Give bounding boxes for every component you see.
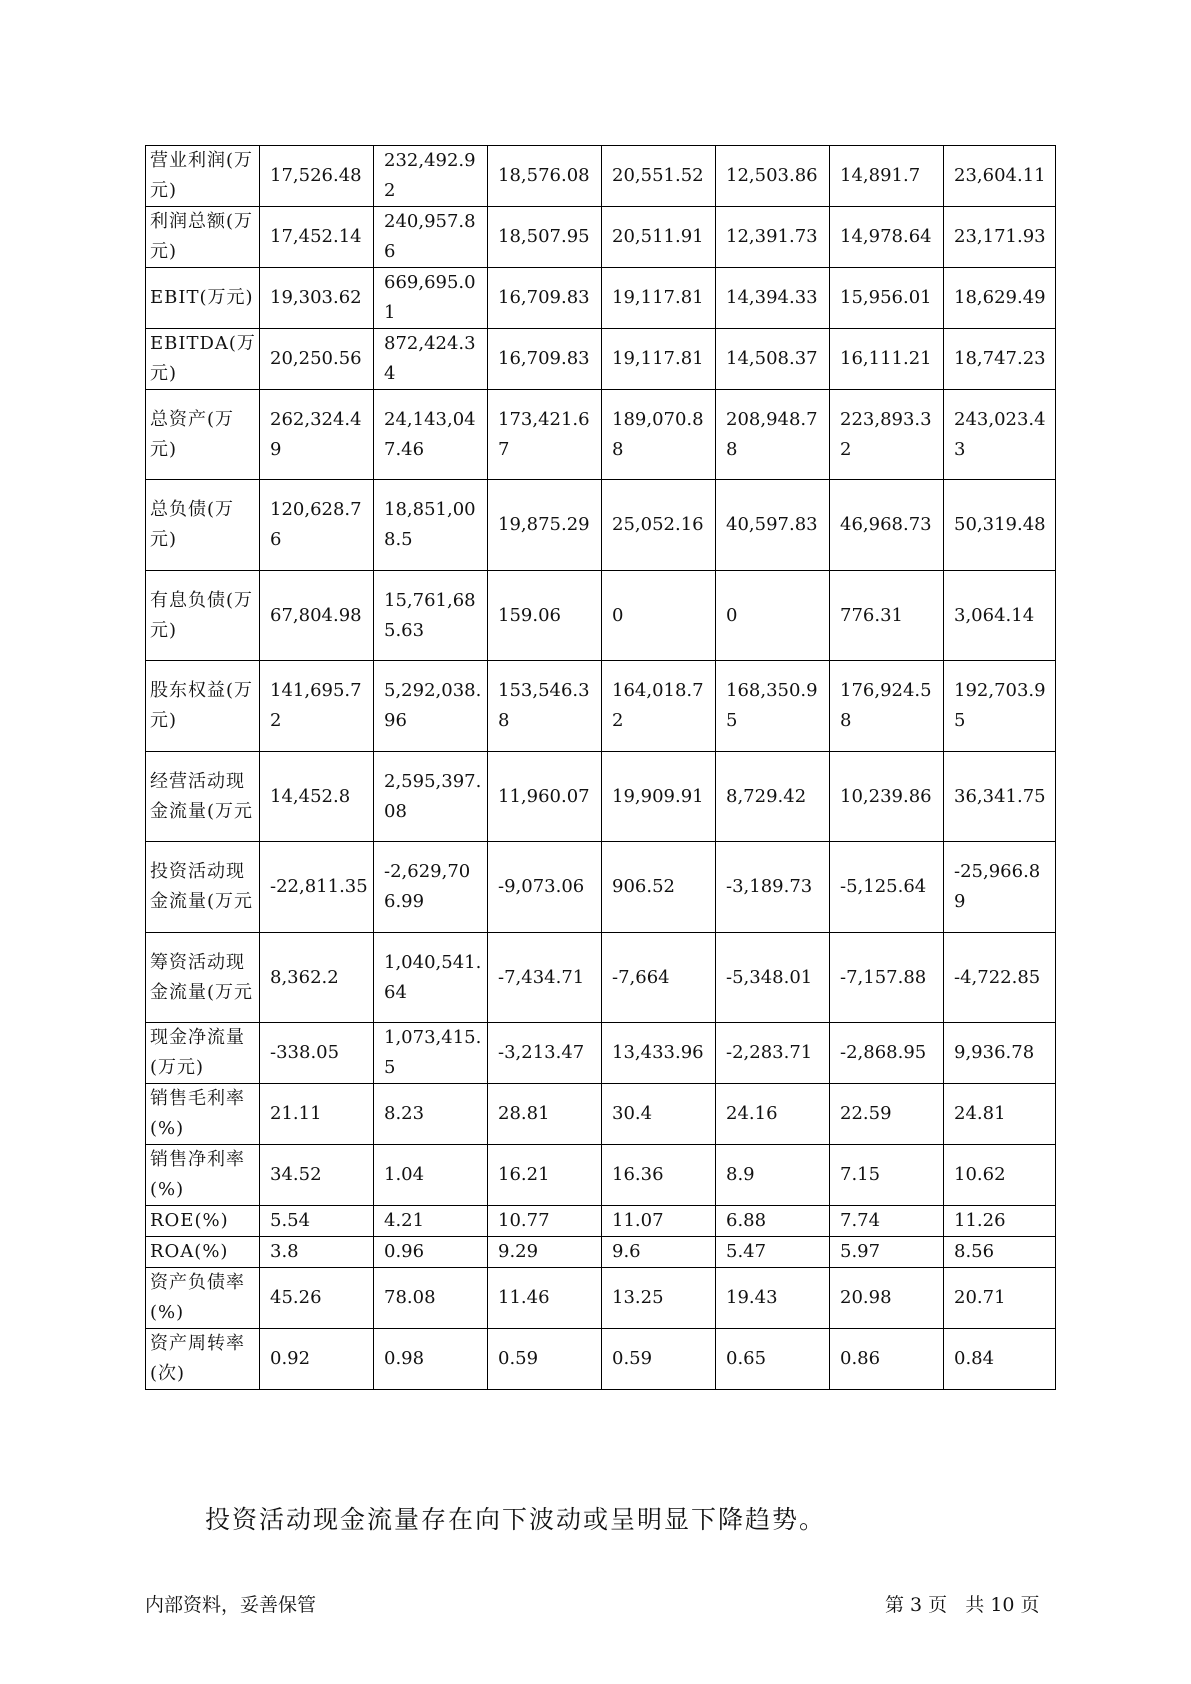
row-label: 总负债(万元) — [146, 480, 260, 571]
table-cell: 0.92 — [260, 1329, 374, 1390]
table-row — [146, 1084, 1056, 1145]
row-label: 资产周转率(次) — [146, 1329, 260, 1390]
table-cell: 13.25 — [602, 1268, 716, 1329]
table-cell: 9.29 — [488, 1237, 602, 1268]
table-cell: 2,595,397.08 — [374, 752, 488, 842]
table-cell: 18,851,008.5 — [374, 480, 488, 571]
table-cell: 14,508.37 — [716, 329, 830, 390]
table-cell: 10.62 — [944, 1145, 1056, 1206]
table-cell: 34.52 — [260, 1145, 374, 1206]
row-label: EBIT(万元) — [146, 268, 260, 329]
table-cell: 6.88 — [716, 1206, 830, 1237]
table-cell: 16,111.21 — [830, 329, 944, 390]
table-cell: -3,213.47 — [488, 1023, 602, 1084]
table-cell: 5,292,038.96 — [374, 661, 488, 752]
table-cell: 8.23 — [374, 1084, 488, 1145]
table-cell: 16.21 — [488, 1145, 602, 1206]
table-cell: 8,362.2 — [260, 933, 374, 1023]
table-cell: 0 — [716, 571, 830, 661]
table-cell: 669,695.01 — [374, 268, 488, 329]
table-row — [146, 1237, 1056, 1268]
table-cell: 240,957.86 — [374, 207, 488, 268]
table-cell: 0.84 — [944, 1329, 1056, 1390]
table-cell: 14,891.7 — [830, 146, 944, 207]
table-row — [146, 1206, 1056, 1237]
table-cell: -7,664 — [602, 933, 716, 1023]
table-cell: 19,875.29 — [488, 480, 602, 571]
table-cell: 1,040,541.64 — [374, 933, 488, 1023]
table-cell: 159.06 — [488, 571, 602, 661]
table-row — [146, 933, 1056, 1023]
table-cell: 208,948.78 — [716, 390, 830, 480]
table-cell: 164,018.72 — [602, 661, 716, 752]
table-row — [146, 1023, 1056, 1084]
table-body — [146, 146, 1056, 1390]
table-cell: 24,143,047.46 — [374, 390, 488, 480]
table-row — [146, 480, 1056, 571]
table-cell: 12,391.73 — [716, 207, 830, 268]
table-cell: 11.07 — [602, 1206, 716, 1237]
table-cell: 45.26 — [260, 1268, 374, 1329]
table-cell: -7,157.88 — [830, 933, 944, 1023]
table-cell: 1,073,415.5 — [374, 1023, 488, 1084]
row-label: 资产负债率(%) — [146, 1268, 260, 1329]
row-label: 销售净利率(%) — [146, 1145, 260, 1206]
table-cell: 5.97 — [830, 1237, 944, 1268]
table-cell: 7.15 — [830, 1145, 944, 1206]
table-cell: 0.65 — [716, 1329, 830, 1390]
table-cell: 21.11 — [260, 1084, 374, 1145]
row-label: 利润总额(万元) — [146, 207, 260, 268]
table-cell: -22,811.35 — [260, 842, 374, 933]
table-row — [146, 661, 1056, 752]
table-cell: 192,703.95 — [944, 661, 1056, 752]
table-cell: 776.31 — [830, 571, 944, 661]
table-cell: 20,511.91 — [602, 207, 716, 268]
row-label: 股东权益(万元) — [146, 661, 260, 752]
table-cell: 24.81 — [944, 1084, 1056, 1145]
table-cell: -3,189.73 — [716, 842, 830, 933]
table-cell: 28.81 — [488, 1084, 602, 1145]
table-cell: 19.43 — [716, 1268, 830, 1329]
table-cell: 20.98 — [830, 1268, 944, 1329]
table-cell: 223,893.32 — [830, 390, 944, 480]
table-row — [146, 571, 1056, 661]
table-cell: 153,546.38 — [488, 661, 602, 752]
table-cell: 14,978.64 — [830, 207, 944, 268]
table-cell: 0.59 — [488, 1329, 602, 1390]
table-cell: 15,761,685.63 — [374, 571, 488, 661]
row-label: 有息负债(万元) — [146, 571, 260, 661]
table-cell: -2,868.95 — [830, 1023, 944, 1084]
table-cell: 18,629.49 — [944, 268, 1056, 329]
table-row — [146, 1145, 1056, 1206]
table-cell: 20,250.56 — [260, 329, 374, 390]
table-cell: 0.98 — [374, 1329, 488, 1390]
table-cell: 20,551.52 — [602, 146, 716, 207]
table-cell: 4.21 — [374, 1206, 488, 1237]
table-cell: 24.16 — [716, 1084, 830, 1145]
table-cell: 19,117.81 — [602, 268, 716, 329]
table-cell: 14,394.33 — [716, 268, 830, 329]
table-cell: 8,729.42 — [716, 752, 830, 842]
table-cell: 872,424.34 — [374, 329, 488, 390]
table-cell: 18,747.23 — [944, 329, 1056, 390]
table-cell: 22.59 — [830, 1084, 944, 1145]
table-cell: 1.04 — [374, 1145, 488, 1206]
table-cell: 40,597.83 — [716, 480, 830, 571]
table-cell: -338.05 — [260, 1023, 374, 1084]
table-cell: 18,507.95 — [488, 207, 602, 268]
row-label: 销售毛利率(%) — [146, 1084, 260, 1145]
table-cell: -5,348.01 — [716, 933, 830, 1023]
table-cell: 30.4 — [602, 1084, 716, 1145]
table-cell: 8.56 — [944, 1237, 1056, 1268]
table-cell: 50,319.48 — [944, 480, 1056, 571]
table-cell: 18,576.08 — [488, 146, 602, 207]
table-cell: 25,052.16 — [602, 480, 716, 571]
table-row — [146, 842, 1056, 933]
table-cell: 8.9 — [716, 1145, 830, 1206]
footer-page-number: 第 3 页 共 10 页 — [885, 1594, 1040, 1616]
table-cell: 232,492.92 — [374, 146, 488, 207]
table-cell: 3,064.14 — [944, 571, 1056, 661]
table-cell: 36,341.75 — [944, 752, 1056, 842]
table-cell: 11.26 — [944, 1206, 1056, 1237]
row-label: 现金净流量(万元) — [146, 1023, 260, 1084]
table-row — [146, 146, 1056, 207]
table-cell: 120,628.76 — [260, 480, 374, 571]
table-row — [146, 390, 1056, 480]
table-cell: 19,303.62 — [260, 268, 374, 329]
table-cell: 173,421.67 — [488, 390, 602, 480]
table-cell: 168,350.95 — [716, 661, 830, 752]
table-cell: 3.8 — [260, 1237, 374, 1268]
table-cell: 7.74 — [830, 1206, 944, 1237]
table-cell: 189,070.88 — [602, 390, 716, 480]
table-cell: 15,956.01 — [830, 268, 944, 329]
table-cell: 5.54 — [260, 1206, 374, 1237]
table-cell: 0 — [602, 571, 716, 661]
table-cell: 16.36 — [602, 1145, 716, 1206]
table-cell: -9,073.06 — [488, 842, 602, 933]
table-cell: -2,283.71 — [716, 1023, 830, 1084]
row-label: 经营活动现金流量(万元 — [146, 752, 260, 842]
table-cell: 243,023.43 — [944, 390, 1056, 480]
table-cell: 17,452.14 — [260, 207, 374, 268]
table-cell: 5.47 — [716, 1237, 830, 1268]
summary-text: 投资活动现金流量存在向下波动或呈明显下降趋势。 — [205, 1505, 827, 1534]
table-cell: -25,966.89 — [944, 842, 1056, 933]
table-cell: 23,171.93 — [944, 207, 1056, 268]
footer-confidential-note: 内部资料，妥善保管 — [145, 1594, 317, 1616]
table-row — [146, 329, 1056, 390]
table-cell: 16,709.83 — [488, 268, 602, 329]
table-cell: 9.6 — [602, 1237, 716, 1268]
table-cell: -5,125.64 — [830, 842, 944, 933]
table-cell: 78.08 — [374, 1268, 488, 1329]
table-cell: 14,452.8 — [260, 752, 374, 842]
table-cell: 67,804.98 — [260, 571, 374, 661]
table-cell: -7,434.71 — [488, 933, 602, 1023]
table-row — [146, 1268, 1056, 1329]
table-row — [146, 207, 1056, 268]
table-cell: 19,909.91 — [602, 752, 716, 842]
table-cell: 11,960.07 — [488, 752, 602, 842]
table-cell: 16,709.83 — [488, 329, 602, 390]
table-cell: 17,526.48 — [260, 146, 374, 207]
table-cell: -2,629,706.99 — [374, 842, 488, 933]
table-cell: 19,117.81 — [602, 329, 716, 390]
table-cell: -4,722.85 — [944, 933, 1056, 1023]
row-label: EBITDA(万元) — [146, 329, 260, 390]
table-cell: 906.52 — [602, 842, 716, 933]
row-label: 筹资活动现金流量(万元 — [146, 933, 260, 1023]
table-cell: 12,503.86 — [716, 146, 830, 207]
table-cell: 0.59 — [602, 1329, 716, 1390]
table-cell: 10,239.86 — [830, 752, 944, 842]
row-label: 营业利润(万元) — [146, 146, 260, 207]
table-cell: 0.86 — [830, 1329, 944, 1390]
table-cell: 0.96 — [374, 1237, 488, 1268]
table-cell: 10.77 — [488, 1206, 602, 1237]
table-row — [146, 268, 1056, 329]
table-row — [146, 1329, 1056, 1390]
table-cell: 11.46 — [488, 1268, 602, 1329]
table-cell: 23,604.11 — [944, 146, 1056, 207]
table-cell: 20.71 — [944, 1268, 1056, 1329]
table-cell: 176,924.58 — [830, 661, 944, 752]
row-label: 投资活动现金流量(万元 — [146, 842, 260, 933]
table-cell: 141,695.72 — [260, 661, 374, 752]
table-cell: 9,936.78 — [944, 1023, 1056, 1084]
row-label: ROA(%) — [146, 1237, 260, 1268]
row-label: 总资产(万元) — [146, 390, 260, 480]
table-cell: 46,968.73 — [830, 480, 944, 571]
table-cell: 262,324.49 — [260, 390, 374, 480]
table-cell: 13,433.96 — [602, 1023, 716, 1084]
table-row — [146, 752, 1056, 842]
row-label: ROE(%) — [146, 1206, 260, 1237]
financial-table — [145, 145, 1056, 1390]
